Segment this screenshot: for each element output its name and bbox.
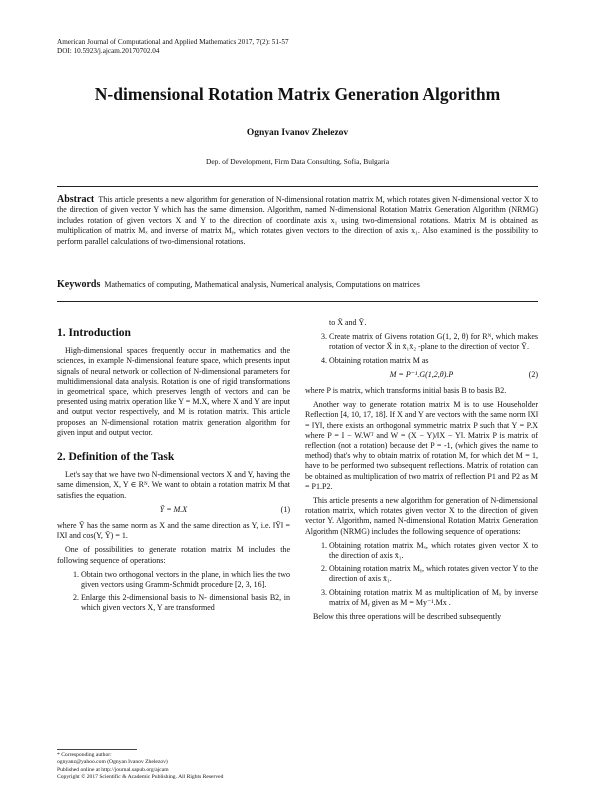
operations-list [305,332,538,366]
list-item: 4. Obtaining rotation matrix M as [329,356,538,366]
paragraph: High-dimensional spaces frequently occur in mathematics and the sciences, in example N-dimensional feature space, which presents input signals of neural network or collection of N-dimensional parameters for multidimensional data analysis. Rotation is one of rigid transformations in geometrical space, which preserves length of vectors and can be presented using matrix operation like Y = M.X, where X and Y are input and output vector respectively, and M is rotation matrix. This article proposes an N-dimensional rotation matrix generation algorithm for given input and output vector. [57,346,290,437]
divider [57,301,538,302]
nrmg-operations-list [305,541,538,608]
copyright: Copyright © 2017 Scientific & Academic Publishing. All Rights Reserved [57,774,224,781]
author-email: ognyanz@yahoo.com (Ognyan Ivanov Zhelezov) [57,759,168,766]
left-column [57,318,290,618]
abstract [57,195,538,247]
section-heading-introduction: 1. Introduction [57,327,131,339]
paper-title: N-dimensional Rotation Matrix Generation Algorithm [94,84,501,104]
doi: DOI: 10.5923/j.ajcam.20170702.04 [57,47,160,55]
keywords [57,279,538,290]
affiliation: Dep. of Development, Firm Data Consulting, Sofia, Bulgaria [205,157,390,166]
equation-number: (2) [528,369,538,379]
right-column [305,318,538,626]
journal-citation: American Journal of Computational and Applied Mathematics 2017, 7(2): 51-57 [57,38,289,46]
list-continuation: to X̄ and Ȳ. [329,318,367,327]
equation-number: (1) [280,504,290,514]
paragraph: Let's say that we have two N-dimensional vectors X and Y, having the same dimension, X, Y ∈ Rᴺ. We want to obtain a rotation matrix M that satisfies the equation. [57,470,290,500]
paragraph: Another way to generate rotation matrix M is to use Householder Reflection [4, 10, 17, 18]. If X and Y are vectors with the same norm ‖X‖ = ‖Y‖, there exists an orthogonal symmetric matrix P such that Y = P.X where P = I − W.Wᵀ and W = (X − Y)/‖X − Y‖. Matrix P is matrix of reflection (not a rotation) because det P = -1, (which gives the name to method) that's why to obtain matrix of rotation M, for which det M = 1, have to be performed two subsequent reflections. Matrix of rotation can be obtained as multiplication of two matrix of reflection P1 and P2 as M = P1.P2. [305,400,538,491]
operations-list [57,570,290,614]
author-name: Ognyan Ivanov Zhelezov [246,128,349,138]
equation-2 [305,370,538,380]
section-heading-definition: 2. Definition of the Task [57,451,175,464]
footnote-divider [57,749,137,750]
abstract-label: Abstract [57,194,95,205]
equation-1 [57,505,290,515]
footnote [57,752,290,782]
equation-text: M = P⁻¹.G(1,2,θ).P [389,369,454,379]
running-header [57,38,289,56]
list-item: 2. Enlarge this 2-dimensional basis to N- dimensional basis B2, in which given vectors X, Y are transformed [81,593,290,613]
paragraph: where Ȳ has the same norm as X and the same direction as Y, i.e. ‖Ȳ‖ = ‖X‖ and cos(Y, Ȳ) = 1. [57,521,290,541]
equation-text: Ȳ = M.X [159,504,188,514]
list-item: 1. Obtain two orthogonal vectors in the plane, in which lies the two given vectors using Gramm-Schmidt procedure [2, 3, 16]. [81,570,290,590]
keywords-text: Mathematics of computing, Mathematical analysis, Numerical analysis, Computations on matrices [104,280,420,289]
paragraph: This article presents a new algorithm for generation of N-dimensional rotation matrix, which rotates given vector X to the direction of given vector Y. Algorithm, named N-dimensional Rotation Matrix Generation Algorithm (NRMG) includes the following sequence of operations: [305,496,538,536]
list-item: 1. Obtaining rotation matrix Mₓ, which rotates given vector X to the direction of axis x̄₁. [329,541,538,561]
paragraph: Below this three operations will be described subsequently [313,612,502,622]
divider [57,186,538,187]
paragraph: One of possibilities to generate rotation matrix M includes the following sequence of operations: [57,545,290,565]
list-item: 2. Obtaining rotation matrix Mᵧ, which rotates given vector Y to the direction of axis x̄₁. [329,564,538,584]
list-item: 3. Obtaining rotation matrix M as multiplication of Mₓ by inverse matrix of Mᵧ given as M = My⁻¹.Mx . [329,588,538,608]
paragraph: where P is matrix, which transforms initial basis B to basis B2. [305,386,507,396]
footnote-line: * Corresponding author: [57,752,112,758]
abstract-text: This article presents a new algorithm for generation of N-dimensional rotation matrix M, which rotates given N-dimensional vector X to the direction of given vector Y which has the same dimension. Algorithm, named N-dimensional Rotation Matrix Generation Algorithm (NRMG) includes rotation of given vectors X and Y to the direction of coordinate axis x₁ using two-dimensional rotations. Matrix M is obtained as multiplication of matrix Mₓ and inverse of matrix Mᵧ, which rotates given vectors to the direction of axis x₁. Also examined is the possibility to perform parallel calculations of two-dimensional rotations. [57,195,538,246]
footnote-line: Published online at http://journal.sapub.org/ajcam [57,766,169,773]
keywords-label: Keywords [57,279,101,290]
list-item: 3. Create matrix of Givens rotation G(1, 2, θ) for Rᴺ, which makes rotation of vector X̄ in x̄₁x̄₂ -plane to the direction of vector Ȳ. [329,332,538,352]
